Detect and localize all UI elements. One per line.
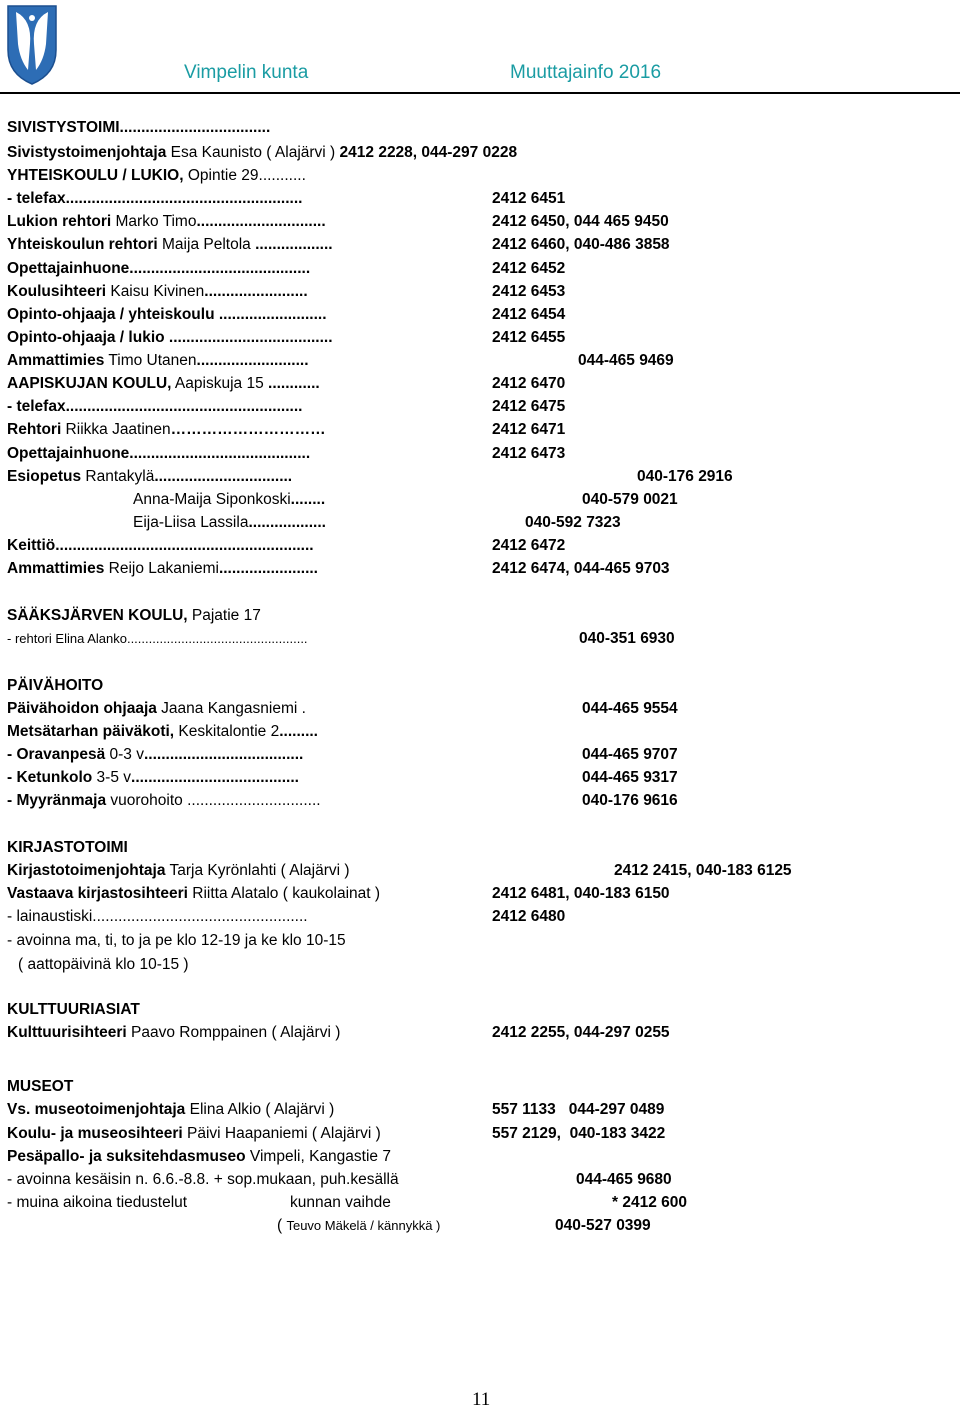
phone-number: 044-465 9707 — [582, 746, 678, 763]
contact-line: AAPISKUJAN KOULU, Aapiskuja 15 ............ — [7, 375, 320, 392]
contact-line: Lukion rehtori Marko Timo.............................. — [7, 213, 326, 230]
phone-number: 040-527 0399 — [555, 1217, 651, 1234]
phone-number: 2412 6455 — [492, 329, 566, 346]
contact-line: - telefax....................................................... — [7, 190, 303, 207]
phone-number: 2412 6474, 044-465 9703 — [492, 560, 670, 577]
contact-line-switchboard: kunnan vaihde — [290, 1194, 391, 1211]
header-divider — [0, 92, 960, 94]
phone-number: 040-351 6930 — [579, 630, 675, 647]
phone-number: 2412 6473 — [492, 445, 566, 462]
contact-line: Opettajainhuone.......................................... — [7, 260, 311, 277]
contact-line: Kulttuurisihteeri Paavo Romppainen ( Alajärvi ) — [7, 1024, 341, 1041]
section-heading-sivistystoimi: SIVISTYSTOIMI................................... — [7, 119, 271, 136]
section-heading-saaksjarven-koulu: SÄÄKSJÄRVEN KOULU, Pajatie 17 — [7, 607, 261, 624]
phone-number: 2412 6475 — [492, 398, 566, 415]
phone-number: 040-592 7323 — [525, 514, 621, 531]
section-heading-museot: MUSEOT — [7, 1078, 74, 1095]
publication-title: Muuttajainfo 2016 — [510, 62, 662, 83]
phone-number: 557 2129, 040-183 3422 — [492, 1125, 666, 1142]
phone-number: * 2412 600 — [612, 1194, 687, 1211]
phone-number: 2412 6452 — [492, 260, 566, 277]
opening-hours-note: ( aattopäivinä klo 10-15 ) — [18, 956, 189, 973]
phone-number: 557 1133 044-297 0489 — [492, 1101, 665, 1118]
phone-number: 040-579 0021 — [582, 491, 678, 508]
phone-number: 044-465 9680 — [576, 1171, 672, 1188]
section-heading-kirjastotoimi: KIRJASTOTOIMI — [7, 839, 128, 856]
coat-of-arms-icon — [6, 4, 58, 86]
contact-line: Ammattimies Reijo Lakaniemi....................... — [7, 560, 318, 577]
contact-line: - rehtori Elina Alanko.................................................. — [7, 631, 308, 646]
contact-line: Kirjastotoimenjohtaja Tarja Kyrönlahti ( Alajärvi ) — [7, 862, 350, 879]
phone-number: 2412 2415, 040-183 6125 — [614, 862, 792, 879]
contact-line: - avoinna kesäisin n. 6.6.-8.8. + sop.mukaan, puh.kesällä — [7, 1171, 399, 1188]
phone-number: 044-465 9469 — [578, 352, 674, 369]
contact-line: Opinto-ohjaaja / yhteiskoulu ......................... — [7, 306, 327, 323]
contact-line: - Myyränmaja vuorohoito ............................... — [7, 792, 321, 809]
contact-line: Rehtori Riikka Jaatinen………………………… — [7, 421, 326, 438]
contact-line: Ammattimies Timo Utanen.......................... — [7, 352, 309, 369]
contact-line: Pesäpallo- ja suksitehdasmuseo Vimpeli, Kangastie 7 — [7, 1148, 391, 1165]
contact-line: Esiopetus Rantakylä................................ — [7, 468, 293, 485]
phone-number: 2412 6450, 044 465 9450 — [492, 213, 669, 230]
phone-number: 2412 6453 — [492, 283, 566, 300]
phone-number: 044-465 9554 — [582, 700, 678, 717]
contact-line: Keittiö............................................................ — [7, 537, 314, 554]
contact-line: Eija-Liisa Lassila.................. — [133, 514, 326, 531]
contact-line: - Ketunkolo 3-5 v....................................... — [7, 769, 299, 786]
page-number: 11 — [472, 1389, 491, 1410]
phone-number: 044-465 9317 — [582, 769, 678, 786]
contact-line: Opinto-ohjaaja / lukio ...................................... — [7, 329, 333, 346]
school-address-line: YHTEISKOULU / LUKIO, Opintie 29........... — [7, 167, 306, 184]
phone-number: 2412 2255, 044-297 0255 — [492, 1024, 670, 1041]
contact-line: - Oravanpesä 0-3 v..................................... — [7, 746, 304, 763]
phone-number: 2412 6454 — [492, 306, 566, 323]
phone-number: 2412 6480 — [492, 908, 566, 925]
section-heading-kulttuuriasiat: KULTTUURIASIAT — [7, 1001, 140, 1018]
section-heading-paivahoito: PÄIVÄHOITO — [7, 677, 104, 694]
contact-line: Vastaava kirjastosihteeri Riitta Alatalo ( kaukolainat ) — [7, 885, 381, 902]
phone-number: 2412 6470 — [492, 375, 566, 392]
contact-line: Metsätarhan päiväkoti, Keskitalontie 2......... — [7, 723, 318, 740]
contact-line: - telefax....................................................... — [7, 398, 303, 415]
contact-line: Opettajainhuone.......................................... — [7, 445, 311, 462]
phone-number: 2412 6471 — [492, 421, 566, 438]
contact-line: Koulu- ja museosihteeri Päivi Haapaniemi ( Alajärvi ) — [7, 1125, 381, 1142]
phone-number: 040-176 2916 — [637, 468, 733, 485]
opening-hours: - avoinna ma, ti, to ja pe klo 12-19 ja ke klo 10-15 — [7, 932, 346, 949]
contact-line: Koulusihteeri Kaisu Kivinen........................ — [7, 283, 308, 300]
contact-line: ( Teuvo Mäkelä / kännykkä ) — [277, 1217, 441, 1234]
phone-number: 2412 6451 — [492, 190, 566, 207]
phone-number: 2412 6460, 040-486 3858 — [492, 236, 670, 253]
phone-number: 040-176 9616 — [582, 792, 678, 809]
contact-line: Vs. museotoimenjohtaja Elina Alkio ( Alajärvi ) — [7, 1101, 335, 1118]
contact-line: Yhteiskoulun rehtori Maija Peltola .................. — [7, 236, 333, 253]
contact-line: - muina aikoina tiedustelut — [7, 1194, 188, 1211]
phone-number: 2412 6472 — [492, 537, 566, 554]
contact-line: Sivistystoimenjohtaja Esa Kaunisto ( Alajärvi ) 2412 2228, 044-297 0228 — [7, 144, 518, 161]
contact-line: - lainaustiski.................................................. — [7, 908, 308, 925]
phone-number: 2412 6481, 040-183 6150 — [492, 885, 670, 902]
municipality-name: Vimpelin kunta — [184, 62, 309, 83]
contact-line: Päivähoidon ohjaaja Jaana Kangasniemi . — [7, 700, 306, 717]
contact-line: Anna-Maija Siponkoski........ — [133, 491, 326, 508]
